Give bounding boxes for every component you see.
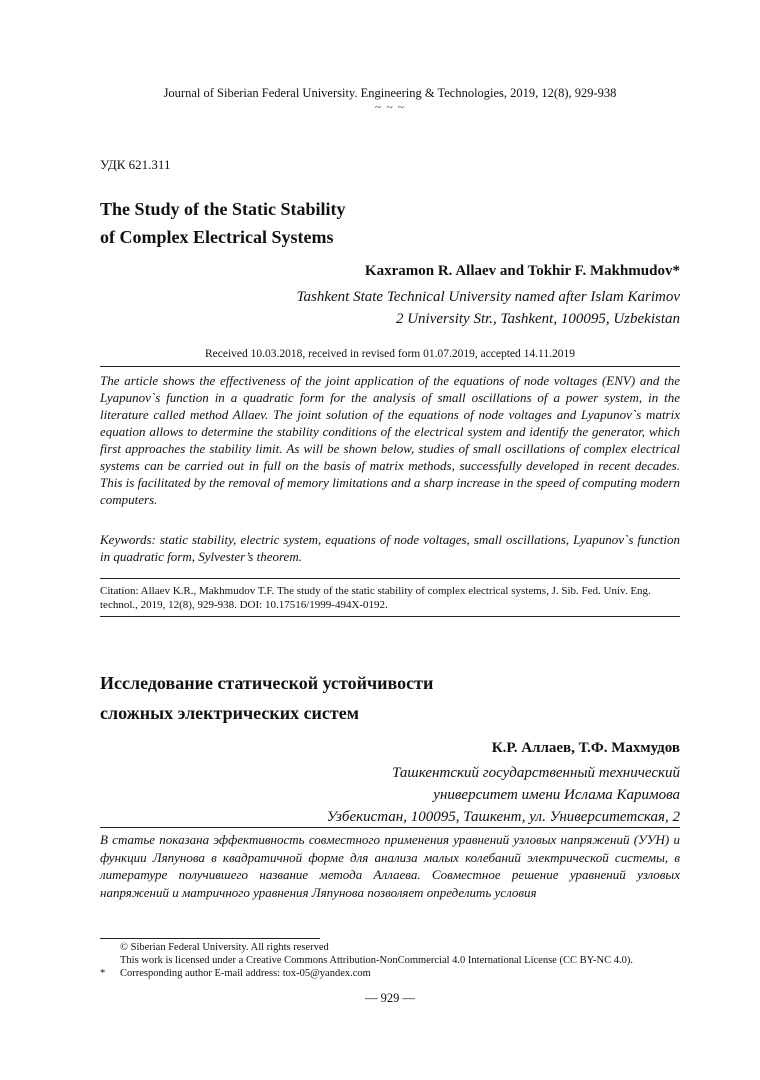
journal-header: Journal of Siberian Federal University. Engineering & Technologies, 2019, 12(8), 929-938	[163, 86, 617, 100]
russian-affiliation	[100, 762, 680, 828]
english-affiliation	[100, 286, 680, 330]
footnotes	[100, 941, 700, 980]
footnote-corresponding	[100, 967, 700, 980]
english-keywords: Keywords: static stability, electric system, equations of node voltages, small oscillations, Lyapunov`s function in quadratic form, Sylvester’s theorem.	[100, 532, 680, 564]
russian-affiliation-line-1: Ташкентский государственный технический	[392, 765, 680, 781]
page-number: — 929 —	[365, 991, 415, 1005]
russian-abstract: В статье показана эффективность совместного применения уравнений узловых напряжений (УУН) и функции Ляпунова в квадратичной форме для анализа малых колебаний электрической системы, в литературе получившего название метода Аллаева. Совместное решение уравнений узловых напряжений и матричного уравнения Ляпунова позволяет определить условия	[100, 832, 680, 900]
english-abstract: The article shows the effectiveness of the joint application of the equations of node voltages (ENV) and the Lyapunov`s function in a quadratic form for the analysis of small oscillations of a power system, in the literature called method Allaev. The joint solution of the equations of node voltages and Lyapunov`s matrix equation allows to determine the stability conditions of the electrical system and identify the generator, which first approaches the stability limit. As will be shown below, studies of small oscillations of complex electrical systems can be carried out in full on the basis of matrix methods, successfully developed in recent decades. This is facilitated by the removal of memory limitations and a sharp increase in the speed of computing modern computers.	[100, 373, 680, 507]
russian-authors: К.Р. Аллаев, Т.Ф. Махмудов	[491, 740, 680, 756]
footnote-star: *	[100, 968, 106, 979]
corresponding-email: Corresponding author E-mail address: tox-05@yandex.com	[120, 968, 371, 979]
udc-code: УДК 621.311	[100, 157, 171, 172]
footnote-license: This work is licensed under a Creative Commons Attribution-NonCommercial 4.0 International License (CC BY-NC 4.0).	[120, 955, 633, 966]
russian-abstract-rule	[100, 827, 680, 828]
russian-title-line-2: сложных электрических систем	[100, 703, 360, 723]
footnote-rule	[100, 938, 320, 939]
received-dates: Received 10.03.2018, received in revised form 01.07.2019, accepted 14.11.2019	[204, 348, 576, 360]
english-affiliation-line-1: Tashkent State Technical University named after Islam Karimov	[296, 289, 680, 305]
russian-affiliation-line-2: университет имени Ислама Каримова	[433, 787, 680, 803]
russian-title-line-1: Исследование статической устойчивости	[100, 673, 434, 693]
english-title-line-2: of Complex Electrical Systems	[100, 227, 334, 247]
english-affiliation-line-2: 2 University Str., Tashkent, 100095, Uzbekistan	[395, 311, 680, 327]
english-title	[100, 195, 346, 251]
abstract-top-rule	[100, 366, 680, 367]
english-authors: Kaxramon R. Allaev and Tokhir F. Makhmudov*	[364, 263, 680, 279]
header-ornament: ~ ~ ~	[374, 100, 406, 114]
footnote-copyright: © Siberian Federal University. All rights reserved	[120, 942, 329, 953]
article-page	[100, 0, 680, 1080]
russian-affiliation-line-3: Узбекистан, 100095, Ташкент, ул. Университетская, 2	[326, 809, 680, 825]
citation-top-rule	[100, 578, 680, 579]
russian-title	[100, 668, 433, 728]
citation: Citation: Allaev K.R., Makhmudov T.F. The study of the static stability of complex electrical systems, J. Sib. Fed. Univ. Eng. technol., 2019, 12(8), 929-938. DOI: 10.17516/1999-494X-0192.	[100, 585, 651, 611]
english-title-line-1: The Study of the Static Stability	[100, 199, 346, 219]
citation-bottom-rule	[100, 616, 680, 617]
